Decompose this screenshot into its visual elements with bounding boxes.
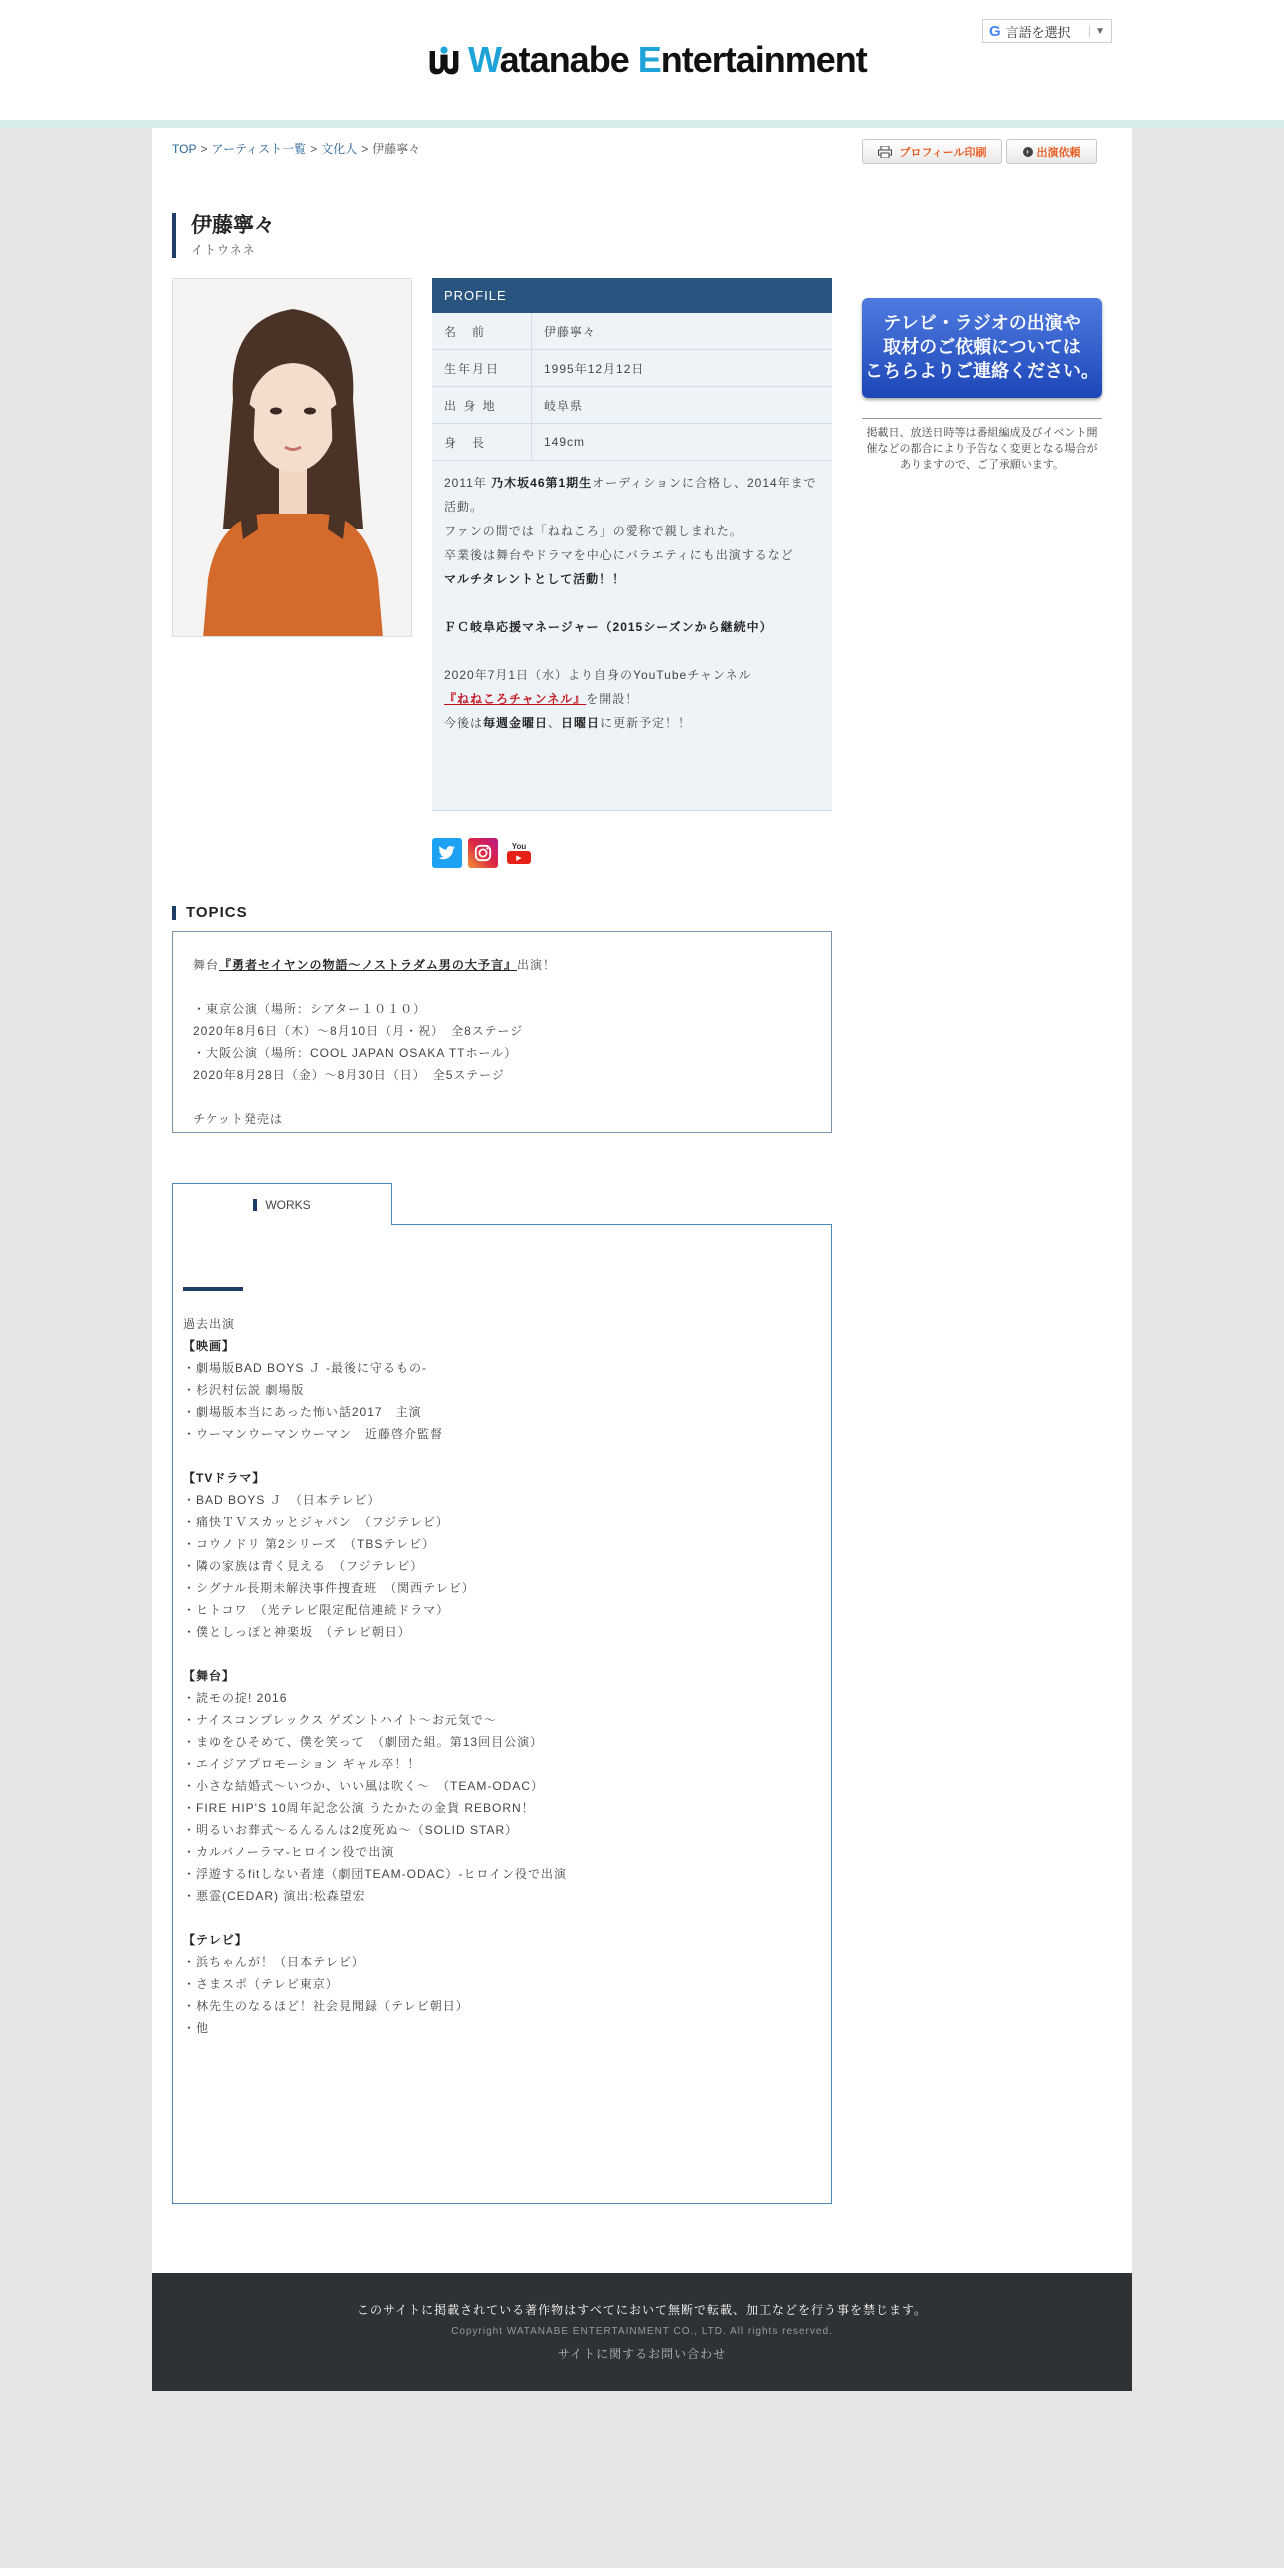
site-logo[interactable] — [426, 40, 867, 80]
youtube-icon-text: You — [511, 842, 527, 851]
profile-row — [432, 387, 832, 424]
list-item: ・痛快ＴＶスカッとジャパン （フジテレビ） — [183, 1515, 449, 1529]
bio-text: を開設！ — [586, 692, 639, 706]
breadcrumb — [172, 140, 420, 157]
topic-text: チケット発売は — [193, 1112, 283, 1126]
list-item: ・ウーマンウーマンウーマン 近藤啓介監督 — [183, 1427, 444, 1441]
list-item: ・小さな結婚式～いつか、いい風は吹く～ （TEAM-ODAC） — [183, 1779, 545, 1793]
footer-contact-link[interactable]: サイトに関するお問い合わせ — [557, 2347, 727, 2361]
media-request-banner[interactable] — [862, 298, 1102, 398]
bio-text: 、 — [548, 716, 562, 730]
topics-box — [172, 931, 832, 1133]
topics-heading: TOPICS — [172, 906, 248, 920]
profile-value-height: 149cm — [544, 435, 586, 449]
bio-text: 2011年 — [444, 476, 492, 490]
artist-name-block — [172, 213, 275, 258]
artist-photo — [172, 278, 412, 637]
works-heading-dramas: 【TVドラマ】 — [183, 1471, 266, 1485]
tab-works[interactable] — [172, 1183, 392, 1225]
profile-row — [432, 313, 832, 350]
chevron-down-icon: ▼ — [1089, 26, 1105, 37]
google-icon: G — [989, 22, 1001, 40]
topic-text: ・大阪公演（場所：COOL JAPAN OSAKA TTホール） — [193, 1046, 518, 1060]
list-item: ・エイジアプロモーション ギャル卒！！ — [183, 1757, 421, 1771]
breadcrumb-separator: > — [310, 142, 318, 156]
header-divider — [0, 120, 1284, 128]
list-item: ・悪霊(CEDAR) 演出:松森望宏 — [183, 1889, 366, 1903]
works-heading-stage: 【舞台】 — [183, 1669, 236, 1683]
banner-line: テレビ・ラジオの出演や — [883, 313, 1081, 333]
profile-value-birthday: 1995年12月12日 — [544, 361, 645, 376]
breadcrumb-top[interactable]: TOP — [172, 142, 197, 156]
youtube-play-icon: ▶ — [507, 851, 531, 864]
list-item: ・他 — [183, 2021, 210, 2035]
youtube-icon[interactable] — [504, 838, 534, 868]
bio-text: 卒業後は舞台やドラマを中心にバラエティにも出演するなど — [444, 548, 794, 562]
instagram-icon[interactable] — [468, 838, 498, 868]
topic-text: 出演！ — [516, 958, 556, 972]
main-content — [152, 128, 1132, 2273]
profile-panel — [432, 278, 832, 811]
profile-label-hometown: 出 身 地 — [432, 387, 532, 423]
language-select[interactable] — [982, 19, 1112, 43]
artist-name-kana: イトウネネ — [191, 243, 256, 257]
list-item: ・さまスポ（テレビ東京） — [183, 1977, 339, 1991]
artist-photo-illustration — [173, 279, 412, 637]
profile-value-hometown: 岐阜県 — [544, 398, 584, 413]
list-item: ・シグナル長期未解決事件捜査班 （関西テレビ） — [183, 1581, 475, 1595]
topic-text: ・東京公演（場所：シアター１０１０） — [193, 1002, 427, 1016]
breadcrumb-artist-list[interactable]: アーティスト一覧 — [211, 142, 307, 156]
profile-heading: PROFILE — [432, 278, 832, 313]
list-item: ・ナイスコンプレックス ゲズントハイト～お元気で～ — [183, 1713, 497, 1727]
list-item: ・劇場版BAD BOYS Ｊ -最後に守るもの- — [183, 1361, 428, 1375]
list-item: ・ヒトコワ （光テレビ限定配信連続ドラマ） — [183, 1603, 450, 1617]
artist-name: 伊藤寧々 — [191, 214, 275, 237]
breadcrumb-category[interactable]: 文化人 — [321, 142, 358, 156]
printer-icon — [878, 145, 892, 159]
works-heading-movies: 【映画】 — [183, 1339, 236, 1353]
list-item: ・浜ちゃんが！（日本テレビ） — [183, 1955, 365, 1969]
booking-request-button[interactable] — [1006, 139, 1097, 164]
breadcrumb-separator: > — [361, 142, 369, 156]
banner-line: 取材のご依頼については — [883, 337, 1081, 357]
bio-text: ファンの間では「ねねころ」の愛称で親しまれた。 — [444, 524, 743, 538]
bio-text: オーディションに合格し、2014年まで活動。 — [444, 476, 817, 514]
works-panel — [172, 1224, 832, 2204]
list-item: ・杉沢村伝説 劇場版 — [183, 1383, 305, 1397]
breadcrumb-current: 伊藤寧々 — [372, 142, 421, 156]
list-item: ・コウノドリ 第2シリーズ （TBSテレビ） — [183, 1537, 436, 1551]
youtube-channel-link[interactable]: 『ねねころチャンネル』 — [444, 692, 587, 706]
list-item: ・カルバノーラマ-ヒロイン役で出演 — [183, 1845, 395, 1859]
list-item: ・隣の家族は青く見える （フジテレビ） — [183, 1559, 424, 1573]
tab-works-label: WORKS — [265, 1197, 311, 1212]
footer-copyright: Copyright WATANABE ENTERTAINMENT CO., LTD. All rights reserved. — [451, 2326, 833, 2337]
profile-row — [432, 424, 832, 461]
list-item: ・明るいお葬式～るんるんは2度死ぬ～（SOLID STAR） — [183, 1823, 519, 1837]
bio-highlight: 日曜日 — [561, 716, 601, 730]
bio-text: に更新予定！！ — [600, 716, 692, 730]
banner-line: こちらよりご連絡ください。 — [865, 361, 1099, 381]
topic-title-link[interactable]: 『勇者セイヤンの物語～ノストラダム男の大予言』 — [219, 958, 517, 972]
profile-label-birthday: 生年月日 — [432, 350, 532, 386]
footer-notice: このサイトに掲載されている著作物はすべてにおいて無断で転載、加工などを行う事を禁じます。 — [357, 2303, 927, 2317]
bio-text: 今後は — [444, 716, 484, 730]
list-item: ・FIRE HIP'S 10周年記念公演 うたかたの金貨 REBORN！ — [183, 1801, 535, 1815]
site-header — [0, 0, 1284, 120]
print-profile-button[interactable] — [862, 139, 1002, 164]
topic-text: 舞台 — [193, 958, 220, 972]
list-item: ・読モの掟! 2016 — [183, 1691, 288, 1705]
bio-highlight: ＦＣ岐阜応援マネージャー（2015シーズンから継続中） — [444, 620, 773, 634]
bio-highlight: 毎週金曜日 — [483, 716, 549, 730]
site-footer — [152, 2273, 1132, 2391]
profile-bio — [432, 461, 832, 811]
topic-text: 2020年8月6日（木）～8月10日（月・祝） 全8ステージ — [193, 1024, 524, 1038]
print-profile-label: プロフィール印刷 — [899, 146, 987, 159]
logo-text: Watanabe Entertainment — [468, 39, 867, 80]
schedule-notice: 掲載日、放送日時等は番組編成及びイベント開催などの都合により予告なく変更となる場合がありますので、ご了承願います。 — [862, 418, 1102, 473]
bio-text: 2020年7月1日（水）より自身のYouTubeチャンネル — [444, 668, 752, 682]
bio-highlight: マルチタレントとして活動！！ — [444, 572, 626, 586]
list-item: ・浮遊するfitしない者達（劇団TEAM-ODAC）-ヒロイン役で出演 — [183, 1867, 567, 1881]
profile-label-height: 身 長 — [432, 424, 532, 460]
profile-label-name: 名 前 — [432, 313, 532, 349]
booking-request-label: 出演依頼 — [1036, 146, 1081, 159]
list-item: ・まゆをひそめて、僕を笑って （劇団た組。第13回目公演） — [183, 1735, 544, 1749]
arrow-right-icon: › — [1023, 147, 1033, 157]
profile-row — [432, 350, 832, 387]
list-item: ・僕としっぽと神楽坂 （テレビ朝日） — [183, 1625, 411, 1639]
list-item: ・劇場版本当にあった怖い話2017 主演 — [183, 1405, 422, 1419]
logo-mark-icon — [426, 42, 462, 78]
profile-value-name: 伊藤寧々 — [544, 324, 597, 339]
bio-highlight: 乃木坂46第1期生 — [491, 476, 593, 490]
list-item: ・林先生のなるほど！社会見聞録（テレビ朝日） — [183, 1999, 469, 2013]
social-links — [432, 838, 534, 868]
works-heading-tv: 【テレビ】 — [183, 1933, 248, 1947]
works-intro: 過去出演 — [183, 1317, 236, 1331]
topic-text: 2020年8月28日（金）～8月30日（日） 全5ステージ — [193, 1068, 505, 1082]
list-item: ・BAD BOYS Ｊ （日本テレビ） — [183, 1493, 381, 1507]
breadcrumb-separator: > — [200, 142, 208, 156]
language-select-label: 言語を選択 — [1005, 24, 1071, 40]
twitter-icon[interactable] — [432, 838, 462, 868]
works-divider — [183, 1287, 243, 1291]
tab-marker — [253, 1199, 257, 1211]
